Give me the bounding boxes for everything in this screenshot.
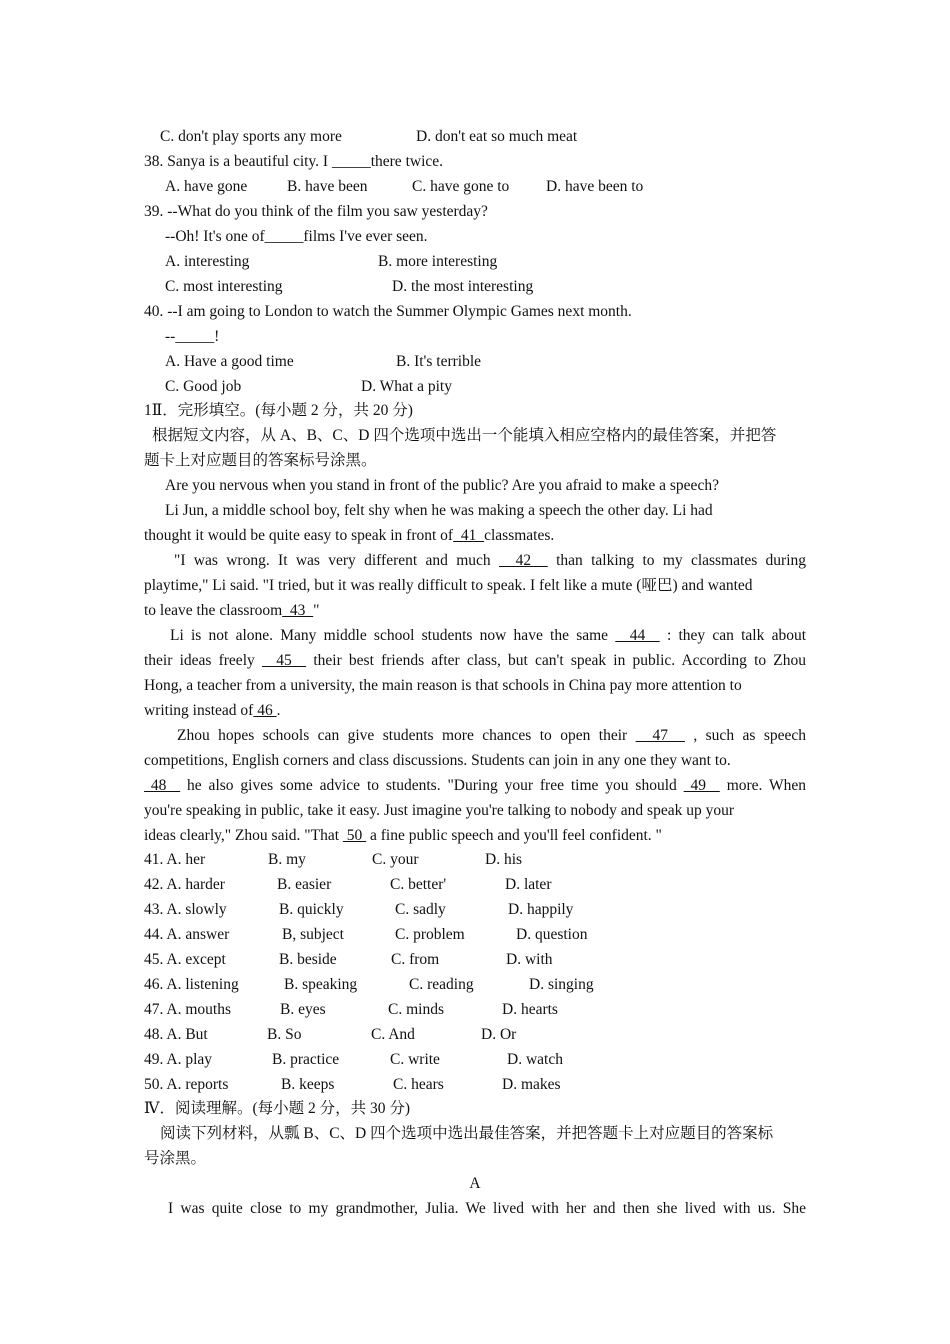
text-run: than talking to my classmates during <box>556 552 807 569</box>
text-run: more. When <box>726 777 807 794</box>
blank-44: 44 <box>615 627 660 644</box>
cloze-q44-option-c: C. problem <box>395 926 465 943</box>
cloze-q41-option-a: 41. A. her <box>144 851 206 868</box>
q39-option-a: A. interesting <box>165 253 250 270</box>
text-run: their ideas freely <box>144 652 255 669</box>
q40-option-d: D. What a pity <box>361 378 452 395</box>
text-run: a fine public speech and you'll feel confident. " <box>370 827 662 844</box>
cloze-q41-option-d: D. his <box>485 851 523 868</box>
passage-p4-line1 <box>144 626 806 646</box>
cloze-q49-option-c: C. write <box>390 1051 440 1068</box>
text-run: to leave the classroom <box>144 602 283 619</box>
q39-stem: 39. --What do you think of the film you saw yesterday? <box>144 203 488 220</box>
q39-option-c: C. most interesting <box>165 278 283 295</box>
text-run: "I was wrong. It was very different and much <box>174 552 491 569</box>
q40-reply-pre: -- <box>165 328 176 345</box>
text-run: , such as speech <box>693 727 807 744</box>
cloze-q50-option-d: D. makes <box>502 1076 561 1093</box>
section3-instruction-line2: 题卡上对应题目的答案标号涂黑。 <box>144 452 377 469</box>
text-run: Li is not alone. Many middle school students now have the same <box>170 627 609 644</box>
blank-50: 50 <box>342 827 367 844</box>
cloze-q48-option-c: C. And <box>371 1026 415 1043</box>
text-run: Zhou hopes schools can give students more chances to open their <box>177 727 628 744</box>
cloze-q45-option-b: B. beside <box>279 951 337 968</box>
q39-reply <box>165 227 428 247</box>
section4-heading: Ⅳ．阅读理解。(每小题 2 分，共 30 分) <box>144 1100 411 1117</box>
q38-option-b: B. have been <box>287 178 368 195</box>
cloze-q50-option-c: C. hears <box>393 1076 444 1093</box>
q39-reply-pre: --Oh! It's one of <box>165 228 265 245</box>
reading-passage-a-line1 <box>144 1199 806 1219</box>
section3-heading: 1Ⅱ．完形填空。(每小题 2 分，共 20 分) <box>144 402 413 419</box>
q40-reply-post: ! <box>214 328 220 345</box>
q38-option-a: A. have gone <box>165 178 248 195</box>
cloze-q45-option-d: D. with <box>506 951 553 968</box>
text-run: . <box>276 702 281 719</box>
text-run: thought it would be quite easy to speak in front of <box>144 527 454 544</box>
q38-option-c: C. have gone to <box>412 178 510 195</box>
cloze-q41-option-c: C. your <box>372 851 419 868</box>
cloze-q45-option-c: C. from <box>391 951 440 968</box>
passage-p3-line1 <box>144 551 806 571</box>
q40-reply <box>165 327 219 347</box>
q40-option-a: A. Have a good time <box>165 353 294 370</box>
cloze-q44-option-d: D. question <box>516 926 588 943</box>
cloze-q47-option-b: B. eyes <box>280 1001 326 1018</box>
section4-instruction-line1: 阅读下列材料，从瓢 B、C、D 四个选项中选出最佳答案，并把答题卡上对应题目的答案标 <box>160 1125 774 1142</box>
cloze-q48-option-d: D. Or <box>481 1026 517 1043</box>
text-run: he also gives some advice to students. "During your free time you should <box>187 777 677 794</box>
blank-42: 42 <box>498 552 548 569</box>
passage-p5-line5 <box>144 826 662 846</box>
q37-option-c: C. don't play sports any more <box>160 128 342 145</box>
blank-45: 45 <box>261 652 307 669</box>
cloze-q43-option-a: 43. A. slowly <box>144 901 227 918</box>
q40-option-c: C. Good job <box>165 378 242 395</box>
cloze-q42-option-d: D. later <box>505 876 552 893</box>
passage-p5-line4: you're speaking in public, take it easy. Just imagine you're talking to nobody and speak up your <box>144 802 735 819</box>
q39-option-d: D. the most interesting <box>392 278 534 295</box>
cloze-q42-option-a: 42. A. harder <box>144 876 225 893</box>
cloze-q48-option-b: B. So <box>267 1026 302 1043</box>
blank-41: 41 <box>453 527 485 544</box>
cloze-q49-option-a: 49. A. play <box>144 1051 213 1068</box>
passage-p3-line2: playtime," Li said. "I tried, but it was really difficult to speak. I felt like a mute (哑巴) and wanted <box>144 577 753 594</box>
passage-p5-line1 <box>144 726 806 746</box>
passage-p3-line3 <box>144 601 320 621</box>
cloze-q47-option-a: 47. A. mouths <box>144 1001 231 1018</box>
blank-48: 48 <box>144 777 181 794</box>
blank-47: 47 <box>635 727 685 744</box>
q40-stem: 40. --I am going to London to watch the Summer Olympic Games next month. <box>144 303 632 320</box>
cloze-q42-option-c: C. better' <box>390 876 447 893</box>
cloze-q46-option-c: C. reading <box>409 976 474 993</box>
cloze-q45-option-a: 45. A. except <box>144 951 226 968</box>
text-run: ideas clearly," Zhou said. "That <box>144 827 339 844</box>
q39-reply-post: films I've ever seen. <box>303 228 428 245</box>
passage-p2-line1: Li Jun, a middle school boy, felt shy when he was making a speech the other day. Li had <box>165 502 713 519</box>
passage-p5-line3 <box>144 776 806 796</box>
text-run: " <box>313 602 320 619</box>
blank-43: 43 <box>282 602 314 619</box>
text-run: : they can talk about <box>666 627 807 644</box>
text-run: their best friends after class, but can't speak in public. According to Zhou <box>313 652 807 669</box>
cloze-q43-option-b: B. quickly <box>279 901 344 918</box>
cloze-q46-option-d: D. singing <box>529 976 594 993</box>
section4-instruction-line2: 号涂黑。 <box>144 1150 207 1167</box>
q40-blank: _____ <box>175 328 215 345</box>
text-run: I was quite close to my grandmother, Julia. We lived with her and then she lived with us. She <box>168 1200 806 1217</box>
passage-p4-line4 <box>144 701 280 721</box>
cloze-q50-option-a: 50. A. reports <box>144 1076 229 1093</box>
passage-p2-line2 <box>144 526 554 546</box>
q39-option-b: B. more interesting <box>378 253 498 270</box>
passage-p5-line2: competitions, English corners and class discussions. Students can join in any one they want to. <box>144 752 731 769</box>
cloze-q43-option-d: D. happily <box>508 901 574 918</box>
passage-letter-a: A <box>469 1175 481 1192</box>
cloze-q47-option-d: D. hearts <box>502 1001 558 1018</box>
q37-option-d: D. don't eat so much meat <box>416 128 578 145</box>
q38-stem: 38. Sanya is a beautiful city. I _____there twice. <box>144 153 444 170</box>
section3-instruction-line1: 根据短文内容，从 A、B、C、D 四个选项中选出一个能填入相应空格内的最佳答案，并把答 <box>152 427 777 444</box>
cloze-q46-option-a: 46. A. listening <box>144 976 239 993</box>
q39-blank: _____ <box>264 228 304 245</box>
passage-p4-line3: Hong, a teacher from a university, the main reason is that schools in China pay more attention to <box>144 677 742 694</box>
cloze-q44-option-b: B, subject <box>282 926 344 943</box>
cloze-q49-option-d: D. watch <box>507 1051 563 1068</box>
cloze-q42-option-b: B. easier <box>277 876 332 893</box>
passage-p4-line2 <box>144 651 806 671</box>
cloze-q44-option-a: 44. A. answer <box>144 926 230 943</box>
text-run: classmates. <box>484 527 555 544</box>
cloze-q49-option-b: B. practice <box>272 1051 340 1068</box>
cloze-q48-option-a: 48. A. But <box>144 1026 208 1043</box>
cloze-q50-option-b: B. keeps <box>281 1076 335 1093</box>
q38-option-d: D. have been to <box>546 178 644 195</box>
text-run: writing instead of <box>144 702 254 719</box>
blank-46: 46 <box>253 702 277 719</box>
passage-p1: Are you nervous when you stand in front of the public? Are you afraid to make a speech? <box>165 477 719 494</box>
cloze-q43-option-c: C. sadly <box>395 901 446 918</box>
cloze-q41-option-b: B. my <box>268 851 306 868</box>
cloze-q47-option-c: C. minds <box>388 1001 444 1018</box>
q40-option-b: B. It's terrible <box>396 353 482 370</box>
blank-49: 49 <box>683 777 720 794</box>
cloze-q46-option-b: B. speaking <box>284 976 358 993</box>
